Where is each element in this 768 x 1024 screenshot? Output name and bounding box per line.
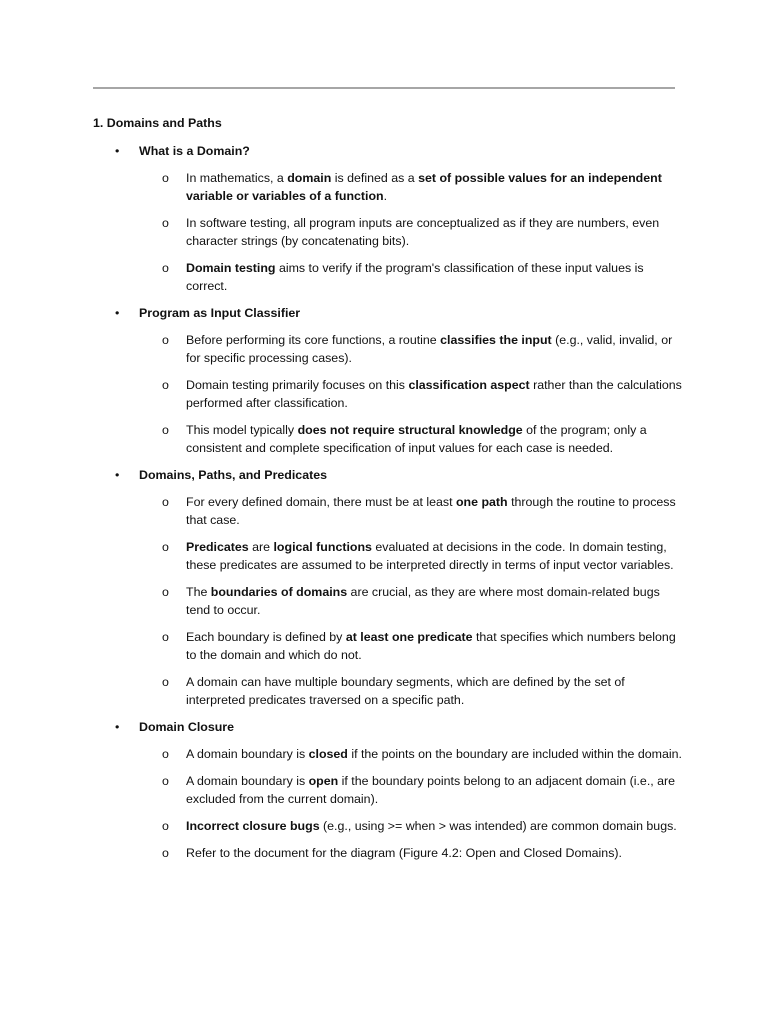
text-run: if the points on the boundary are included within the domain. bbox=[347, 747, 682, 761]
bullet-list bbox=[93, 142, 683, 862]
text-run: is defined as a bbox=[331, 171, 419, 185]
text-run: . bbox=[383, 189, 388, 203]
circle-bullet-icon: o bbox=[162, 630, 169, 644]
circle-bullet-icon: o bbox=[162, 540, 169, 554]
sub-bullet-item bbox=[93, 745, 683, 763]
circle-bullet-icon: o bbox=[162, 819, 169, 833]
circle-bullet-icon: o bbox=[162, 216, 169, 230]
list-section bbox=[93, 142, 683, 295]
bullet-item-title bbox=[93, 304, 683, 322]
list-section bbox=[93, 304, 683, 457]
text-run: rather than the calculations performed after classification. bbox=[186, 378, 682, 410]
bullet-item-label: What is a Domain? bbox=[139, 144, 250, 158]
bullet-icon: • bbox=[115, 468, 120, 482]
circle-bullet-icon: o bbox=[162, 747, 169, 761]
text-run: (e.g., valid, invalid, or for specific processing cases). bbox=[186, 333, 673, 365]
section-heading: 1. Domains and Paths bbox=[93, 116, 222, 130]
bold-text: does not require structural knowledge bbox=[297, 423, 523, 437]
bullet-item-title bbox=[93, 466, 683, 484]
text-run: are crucial, as they are where most domain-related bugs tend to occur. bbox=[186, 585, 660, 617]
text-run: are bbox=[248, 540, 274, 554]
sub-bullet-item bbox=[93, 259, 683, 295]
sub-bullet-item bbox=[93, 772, 683, 808]
circle-bullet-icon: o bbox=[162, 261, 169, 275]
text-run: Each boundary is defined by bbox=[186, 630, 346, 644]
bold-text: classification aspect bbox=[408, 378, 530, 392]
bullet-icon: • bbox=[115, 720, 120, 734]
sub-bullet-item bbox=[93, 493, 683, 529]
bullet-icon: • bbox=[115, 144, 120, 158]
sub-bullet-item bbox=[93, 628, 683, 664]
bold-text: at least one predicate bbox=[345, 630, 473, 644]
document-content bbox=[93, 114, 683, 871]
sub-bullet-item bbox=[93, 214, 683, 250]
sub-bullet-item bbox=[93, 421, 683, 457]
circle-bullet-icon: o bbox=[162, 333, 169, 347]
circle-bullet-icon: o bbox=[162, 423, 169, 437]
sub-bullet-item bbox=[93, 583, 683, 619]
bullet-item-title bbox=[93, 142, 683, 160]
bullet-icon: • bbox=[115, 306, 120, 320]
sub-bullet-item bbox=[93, 817, 683, 835]
text-run: A domain can have multiple boundary segments, which are defined by the set of interpreted predicates traversed on a specific path. bbox=[186, 675, 625, 707]
text-run: Domain testing primarily focuses on this bbox=[186, 378, 409, 392]
bold-text: classifies the input bbox=[440, 333, 552, 347]
list-section bbox=[93, 466, 683, 709]
bold-text: open bbox=[308, 774, 339, 788]
text-run: This model typically bbox=[186, 423, 298, 437]
sub-bullet-item bbox=[93, 331, 683, 367]
circle-bullet-icon: o bbox=[162, 378, 169, 392]
bullet-item-label: Program as Input Classifier bbox=[139, 306, 301, 320]
circle-bullet-icon: o bbox=[162, 585, 169, 599]
text-run: For every defined domain, there must be at least bbox=[186, 495, 456, 509]
circle-bullet-icon: o bbox=[162, 774, 169, 788]
circle-bullet-icon: o bbox=[162, 846, 169, 860]
bullet-item-label: Domains, Paths, and Predicates bbox=[139, 468, 327, 482]
bold-text: one path bbox=[455, 495, 508, 509]
circle-bullet-icon: o bbox=[162, 495, 169, 509]
text-run: In mathematics, a bbox=[186, 171, 288, 185]
circle-bullet-icon: o bbox=[162, 171, 169, 185]
text-run: that specifies which numbers belong to the domain and which do not. bbox=[186, 630, 676, 662]
text-run: The bbox=[186, 585, 211, 599]
text-run: through the routine to process that case. bbox=[186, 495, 676, 527]
sub-bullet-item bbox=[93, 844, 683, 862]
bold-text: closed bbox=[308, 747, 348, 761]
bold-text: domain bbox=[287, 171, 332, 185]
bullet-item-title bbox=[93, 718, 683, 736]
text-run: Before performing its core functions, a routine bbox=[186, 333, 441, 347]
sub-bullet-item bbox=[93, 376, 683, 412]
sub-bullet-item bbox=[93, 169, 683, 205]
bullet-item-label: Domain Closure bbox=[139, 720, 235, 734]
circle-bullet-icon: o bbox=[162, 675, 169, 689]
bold-text: Predicates bbox=[186, 540, 249, 554]
sub-bullet-item bbox=[93, 538, 683, 574]
bold-text: Incorrect closure bugs bbox=[186, 819, 320, 833]
text-run: A domain boundary is bbox=[186, 747, 309, 761]
bold-text: boundaries of domains bbox=[210, 585, 348, 599]
bold-text: logical functions bbox=[273, 540, 372, 554]
text-run: In software testing, all program inputs are conceptualized as if they are numbers, even character strings (by concatenating bits). bbox=[186, 216, 660, 248]
bold-text: set of possible values for an independent variable or variables of a function bbox=[186, 171, 662, 203]
text-run: evaluated at decisions in the code. In domain testing, these predicates are assumed to be interpreted directly in terms of input vector variables. bbox=[186, 540, 674, 572]
text-run: if the boundary points belong to an adjacent domain (i.e., are excluded from the current domain). bbox=[186, 774, 676, 806]
list-section bbox=[93, 718, 683, 862]
text-run: A domain boundary is bbox=[186, 774, 309, 788]
horizontal-rule bbox=[93, 87, 675, 89]
text-run: Refer to the document for the diagram (Figure 4.2: Open and Closed Domains). bbox=[186, 846, 622, 860]
sub-bullet-item bbox=[93, 673, 683, 709]
text-run: (e.g., using >= when > was intended) are common domain bugs. bbox=[319, 819, 677, 833]
text-run: aims to verify if the program's classification of these input values is correct. bbox=[186, 261, 644, 293]
text-run: of the program; only a consistent and complete specification of input values for each case is needed. bbox=[186, 423, 647, 455]
bold-text: Domain testing bbox=[186, 261, 276, 275]
